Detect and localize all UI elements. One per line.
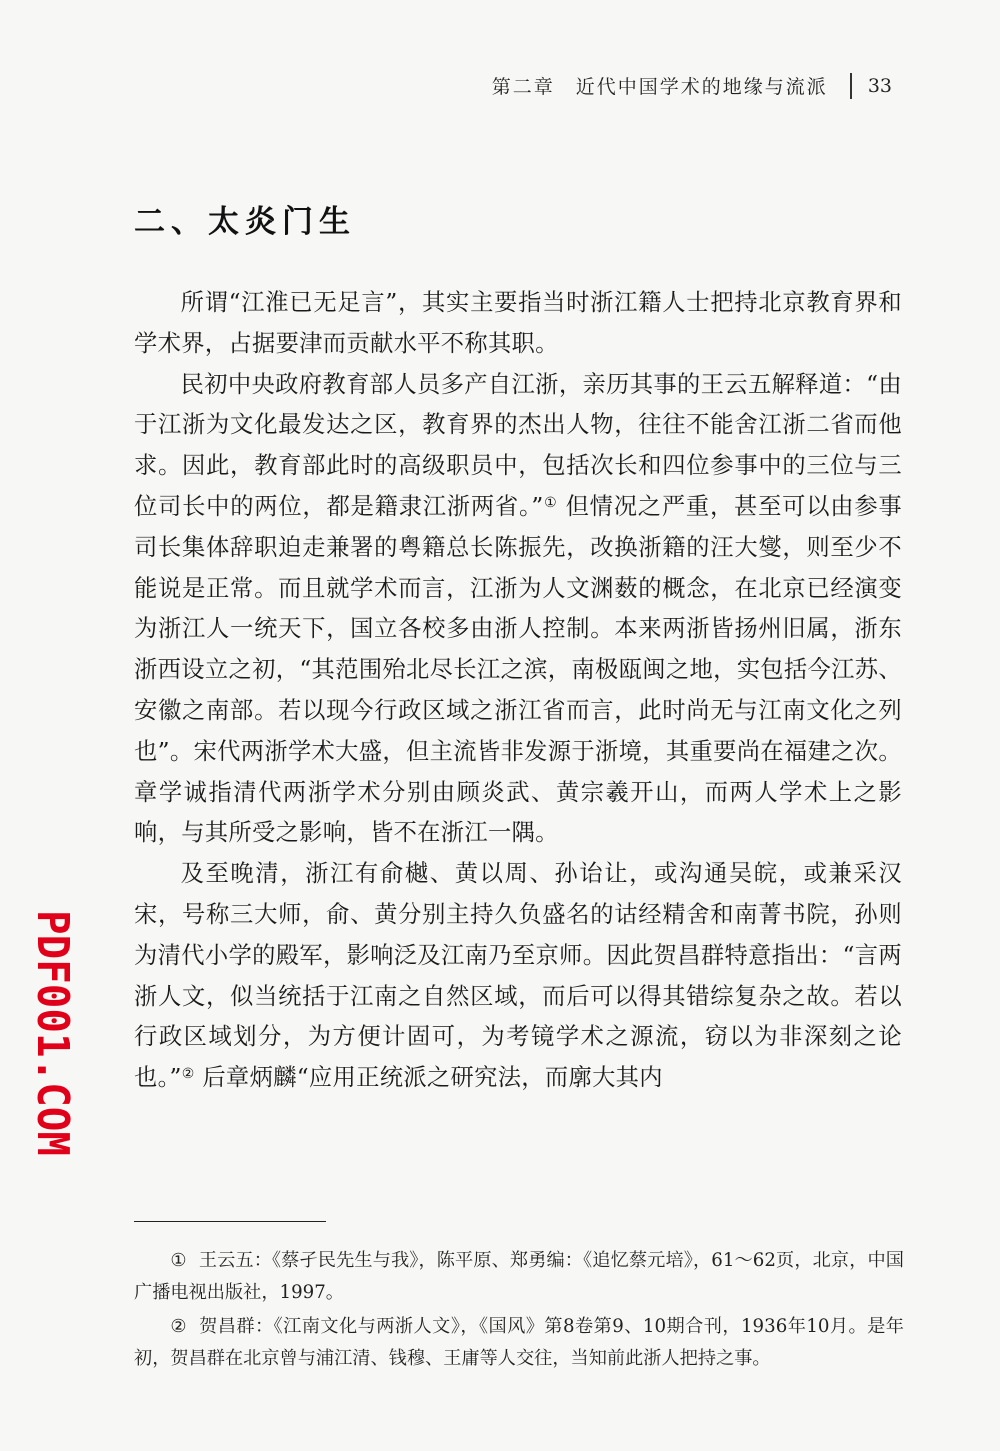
paragraph-3 <box>134 854 902 1099</box>
footnote-text: 贺昌群：《江南文化与两浙人文》，《国风》第8卷第9、10期合刊，1936年10月。是年初，贺昌群在北京曾与浦江清、钱穆、王庸等人交往，当知前此浙人把持之事。 <box>134 1316 904 1369</box>
paragraph-text: 后章炳麟“应用正统派之研究法，而廓大其内 <box>194 1064 663 1092</box>
running-header <box>492 72 892 99</box>
footnote-1 <box>134 1245 904 1309</box>
watermark-logo <box>4 908 78 1175</box>
footnote-text: 王云五：《蔡孑民先生与我》，陈平原、郑勇编：《追忆蔡元培》，61～62页，北京，中国广播电视出版社，1997。 <box>134 1250 904 1303</box>
footnote-2 <box>134 1311 904 1375</box>
footnote-ref[interactable]: ① <box>543 494 558 511</box>
paragraph-2 <box>134 365 902 855</box>
paragraph-text: 及至晚清，浙江有俞樾、黄以周、孙诒让，或沟通吴皖，或兼采汉宋，号称三大师，俞、黄分别主持久负盛名的诂经精舍和南菁书院，孙则为清代小学的殿军，影响泛及江南乃至京师。因此贺昌群特意指出：“言两浙人文，似当统括于江南之自然区域，而后可以得其错综复杂之故。若以行政区域划分，为方便计固可，为考镜学术之源流，窃以为非深刻之论也。” <box>134 860 902 1092</box>
paragraph-text: 但情况之严重，甚至可以由参事司长集体辞职迫走兼署的粤籍总长陈振先，改换浙籍的汪大燮，则至少不能说是正常。而且就学术而言，江浙为人文渊薮的概念，在北京已经演变为浙江人一统天下，国立各校多由浙人控制。本来两浙皆扬州旧属，浙东浙西设立之初，“其范围殆北尽长江之滨，南极瓯闽之地，实包括今江苏、安徽之南部。若以现今行政区域之浙江省而言，此时尚无与江南文化之列也”。宋代两浙学术大盛，但主流皆非发源于浙境，其重要尚在福建之次。章学诚指清代两浙学术分别由顾炎武、黄宗羲开山，而两人学术上之影响，与其所受之影响，皆不在浙江一隅。 <box>134 492 902 847</box>
watermark-text: PDF001.COM <box>27 910 78 1175</box>
footnotes <box>134 1245 904 1375</box>
watermark-svg <box>4 908 78 1175</box>
page-number: 33 <box>867 74 892 97</box>
paragraph-text: 民初中央政府教育部人员多产自江浙，亲历其事的王云五解释道：“由于江浙为文化最发达之区，教育界的杰出人物，往往不能舍江浙二省而他求。因此，教育部此时的高级职员中，包括次长和四位参事中的三位与三位司长中的两位，都是籍隶江浙两省。” <box>134 370 902 520</box>
section-title: 二、太炎门生 <box>134 204 356 240</box>
paragraph-1 <box>134 283 902 365</box>
footnote-mark: ② <box>170 1316 188 1337</box>
chapter-title: 第二章 近代中国学术的地缘与流派 <box>491 76 828 98</box>
paragraph-text: 所谓“江淮已无足言”，其实主要指当时浙江籍人士把持北京教育界和学术界，占据要津而贡献水平不称其职。 <box>134 289 902 357</box>
header-divider <box>850 73 852 99</box>
footnote-ref[interactable]: ② <box>181 1066 195 1083</box>
body-text <box>134 283 902 1099</box>
footnote-mark: ① <box>170 1250 187 1271</box>
footnote-rule <box>134 1221 326 1222</box>
